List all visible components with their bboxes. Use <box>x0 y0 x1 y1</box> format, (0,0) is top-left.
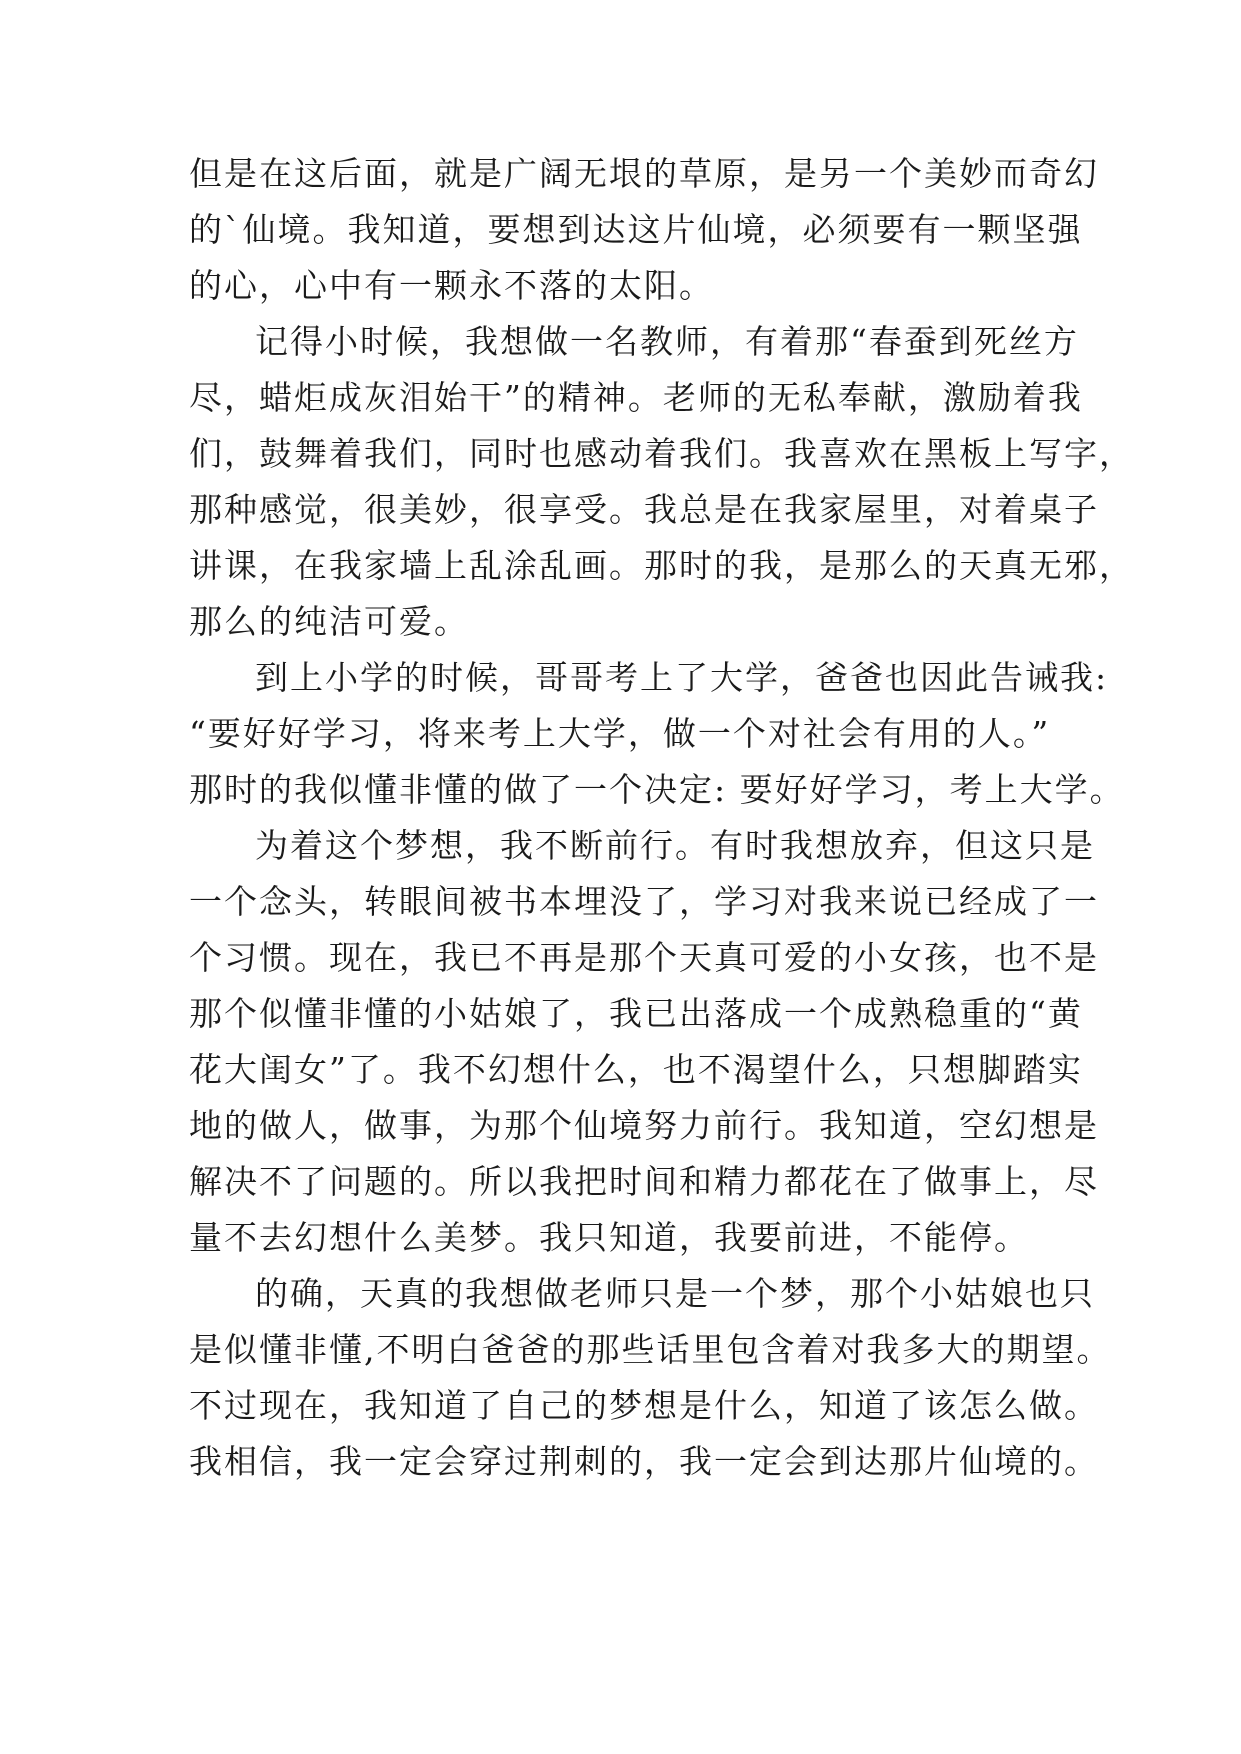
text-line: 到上小学的时候，哥哥考上了大学，爸爸也因此告诫我: <box>255 658 1109 697</box>
text-line: 那么的纯洁可爱。 <box>189 602 469 641</box>
text-line: 那时的我似懂非懂的做了一个决定: 要好好学习，考上大学。 <box>189 770 1125 809</box>
text-line: 记得小时候，我想做一名教师，有着那“春蚕到死丝方 <box>255 322 1079 361</box>
text-line: “要好好学习，将来考上大学，做一个对社会有用的人。” <box>189 714 1051 753</box>
text-line: 们，鼓舞着我们，同时也感动着我们。我喜欢在黑板上写字， <box>189 434 1134 473</box>
text-line: 的心，心中有一颗永不落的太阳。 <box>189 266 714 305</box>
text-line: 量不去幻想什么美梦。我只知道，我要前进，不能停。 <box>189 1218 1029 1257</box>
text-line: 地的做人，做事，为那个仙境努力前行。我知道，空幻想是 <box>189 1106 1099 1145</box>
text-line: 不过现在，我知道了自己的梦想是什么，知道了该怎么做。 <box>189 1386 1099 1425</box>
text-line: 的`仙境。我知道，要想到达这片仙境，必须要有一颗坚强 <box>189 210 1083 249</box>
text-line: 尽，蜡炬成灰泪始干”的精神。老师的无私奉献，激励着我 <box>189 378 1083 417</box>
text-line: 的确，天真的我想做老师只是一个梦，那个小姑娘也只 <box>255 1274 1095 1313</box>
paragraph-5 <box>189 1266 1112 1490</box>
paragraph-2 <box>189 314 1134 650</box>
text-line: 那种感觉，很美妙，很享受。我总是在我家屋里，对着桌子 <box>189 490 1099 529</box>
text-line: 但是在这后面，就是广阔无垠的草原，是另一个美妙而奇幻 <box>189 154 1099 193</box>
text-line: 为着这个梦想，我不断前行。有时我想放弃，但这只是 <box>255 826 1095 865</box>
text-line: 是似懂非懂,不明白爸爸的那些话里包含着对我多大的期望。 <box>189 1330 1112 1369</box>
text-line: 花大闺女”了。我不幻想什么，也不渴望什么，只想脚踏实 <box>189 1050 1083 1089</box>
text-line: 讲课，在我家墙上乱涂乱画。那时的我，是那么的天真无邪， <box>189 546 1134 585</box>
paragraph-3 <box>189 650 1125 818</box>
text-line: 那个似懂非懂的小姑娘了，我已出落成一个成熟稳重的“黄 <box>189 994 1083 1033</box>
text-line: 一个念头，转眼间被书本埋没了，学习对我来说已经成了一 <box>189 882 1099 921</box>
paragraph-1 <box>189 146 1099 314</box>
body-text <box>189 146 1134 1490</box>
text-line: 个习惯。现在，我已不再是那个天真可爱的小女孩，也不是 <box>189 938 1099 977</box>
text-line: 解决不了问题的。所以我把时间和精力都花在了做事上，尽 <box>189 1162 1099 1201</box>
text-line: 我相信，我一定会穿过荆刺的，我一定会到达那片仙境的。 <box>189 1442 1099 1481</box>
paragraph-4 <box>189 818 1099 1266</box>
